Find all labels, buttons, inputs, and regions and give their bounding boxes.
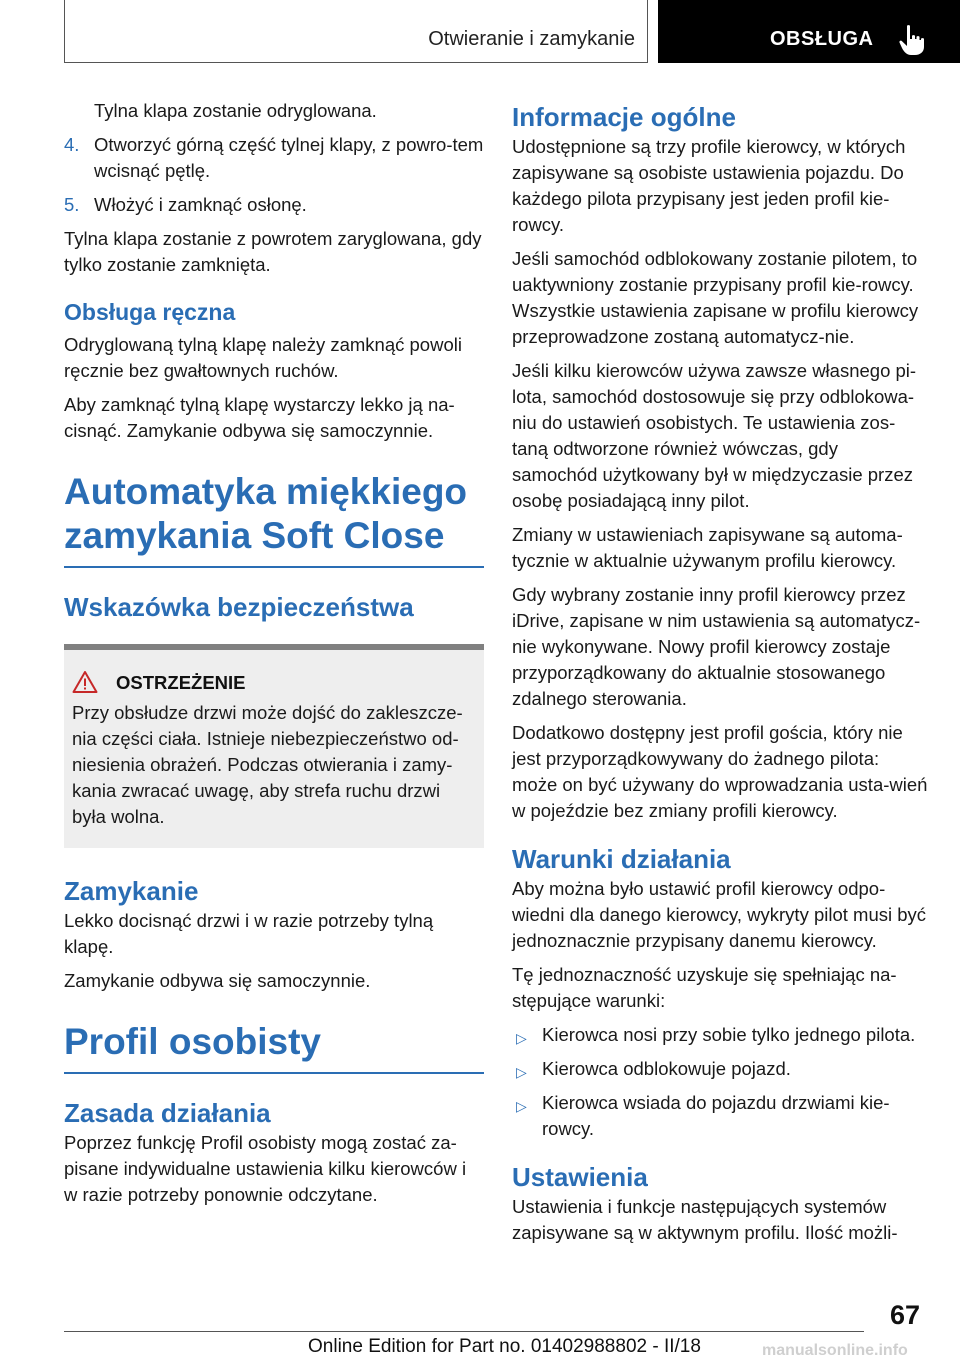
- step-number: 5.: [64, 194, 80, 215]
- list-item: [512, 1056, 928, 1082]
- paragraph: Odryglowaną tylną klapę należy zamknąć powoli ręcznie bez gwałtownych ruchów.: [64, 334, 462, 381]
- continued-text: Tylna klapa zostanie odryglowana.: [94, 100, 377, 121]
- chapter-title: Otwieranie i zamykanie: [428, 28, 635, 50]
- header-section-box: [658, 0, 960, 63]
- paragraph: Aby można było ustawić profil kierowcy odpo-wiedni dla danego kierowcy, wykryty pilot musi być jednoznacznie przypisany danemu kierowcy.: [512, 878, 927, 951]
- bullet-text: Kierowca nosi przy sobie tylko jednego pilota.: [542, 1024, 916, 1045]
- watermark: manualsonline.info: [762, 1342, 908, 1359]
- step-number: 4.: [64, 134, 80, 155]
- manual-heading: Obsługa ręczna: [64, 299, 236, 325]
- warning-title: OSTRZEŻENIE: [116, 672, 246, 693]
- paragraph: Gdy wybrany zostanie inny profil kierowcy przez iDrive, zapisane w nim ustawienia są automatycz-nie wykonywane. Nowy profil kierowcy zostaje przyporządkowany do aktualnie stosowanego zdalnego sterowania.: [512, 584, 921, 709]
- bullet-text: Kierowca wsiada do pojazdu drzwiami kie-rowcy.: [542, 1092, 890, 1139]
- list-item: [512, 1090, 928, 1142]
- paragraph: Udostępnione są trzy profile kierowcy, w których zapisywane są osobiste ustawienia pojazdu. Do każdego pilota przypisany jest jeden profil kie-rowcy.: [512, 136, 906, 235]
- warning-box: [64, 644, 484, 848]
- settings-heading: Ustawienia: [512, 1162, 648, 1192]
- warning-text: Przy obsłudze drzwi może dojść do zakleszcze-nia części ciała. Istnieje niebezpieczeństwo od-niesienia obrażeń. Podczas otwierania i zamy-kania zwracać uwagę, aby strefa ruchu drzwi była wolna.: [72, 702, 463, 827]
- paragraph: Ustawienia i funkcje następujących systemów zapisywane są w aktywnym profilu. Ilość możli-: [512, 1196, 898, 1243]
- pointing-hand-icon: [898, 24, 928, 61]
- paragraph: Jeśli kilku kierowców używa zawsze własnego pi-lota, samochód dostosowuje się przy odblokowa-niu do ustawień osobistych. Te ustawienia zos-taną odtworzone również wówczas, gdy samochód użytkowany był w międzyczasie przez osobę posiadającą inny pilot.: [512, 360, 917, 511]
- profile-title: Profil osobisty: [64, 1020, 484, 1074]
- paragraph: Jeśli samochód odblokowany zostanie pilotem, to uaktywniony zostanie przypisany profil kie-rowcy. Wszystkie ustawienia zapisane w profilu kierowcy przeprowadzone zostaną automatycz-nie.: [512, 248, 919, 347]
- paragraph: Lekko docisnąć drzwi i w razie potrzeby tylną klapę.: [64, 910, 434, 957]
- paragraph: Poprzez funkcję Profil osobisty mogą zostać za-pisane indywidualne ustawienia kilku kierowców i w razie potrzeby ponownie odczytane.: [64, 1132, 467, 1205]
- bullet-text: Kierowca odblokowuje pojazd.: [542, 1058, 791, 1079]
- bullet-triangle-icon: ▷: [516, 1098, 527, 1114]
- page-number: 67: [890, 1300, 921, 1330]
- left-column: [64, 98, 484, 1216]
- principle-heading: Zasada działania: [64, 1098, 271, 1128]
- warning-title-row: [116, 672, 474, 694]
- closing-heading: Zamykanie: [64, 876, 199, 906]
- paragraph: Tylna klapa zostanie z powrotem zaryglowana, gdy tylko zostanie zamknięta.: [64, 228, 482, 275]
- paragraph: Zmiany w ustawieniach zapisywane są automa-tycznie w aktualnie używanym profilu kierowcy.: [512, 524, 903, 571]
- paragraph: Zamykanie odbywa się samoczynnie.: [64, 970, 371, 991]
- general-heading: Informacje ogólne: [512, 102, 736, 132]
- bullet-triangle-icon: ▷: [516, 1030, 527, 1046]
- footer-divider: [64, 1331, 864, 1332]
- edition-text: Online Edition for Part no. 01402988802 - II/18: [308, 1336, 701, 1357]
- header-chapter-box: [64, 0, 648, 63]
- safety-heading: Wskazówka bezpieczeństwa: [64, 592, 414, 622]
- list-item: [512, 1022, 928, 1048]
- paragraph: Tę jednoznaczność uzyskuje się spełniając na-stępujące warunki:: [512, 964, 897, 1011]
- soft-close-title: Automatyka miękkiego zamykania Soft Close: [64, 470, 484, 568]
- right-column: [512, 100, 928, 1254]
- step-text: Włożyć i zamknąć osłonę.: [94, 194, 307, 215]
- list-item: [64, 132, 484, 184]
- section-title: OBSŁUGA: [770, 28, 874, 50]
- conditions-heading: Warunki działania: [512, 844, 731, 874]
- step-text: Otworzyć górną część tylnej klapy, z powro-tem wcisnąć pętlę.: [94, 134, 484, 181]
- paragraph: Aby zamknąć tylną klapę wystarczy lekko ją na-cisnąć. Zamykanie odbywa się samoczynnie.: [64, 394, 455, 441]
- paragraph: Dodatkowo dostępny jest profil gościa, który nie jest przyporządkowywany do żadnego pilota: może on być używany do wprowadzania usta-wień w pojeździe bez zmiany profili kierowcy.: [512, 722, 928, 821]
- list-item: [64, 192, 484, 218]
- bullet-triangle-icon: ▷: [516, 1064, 527, 1080]
- warning-triangle-icon: [72, 670, 98, 694]
